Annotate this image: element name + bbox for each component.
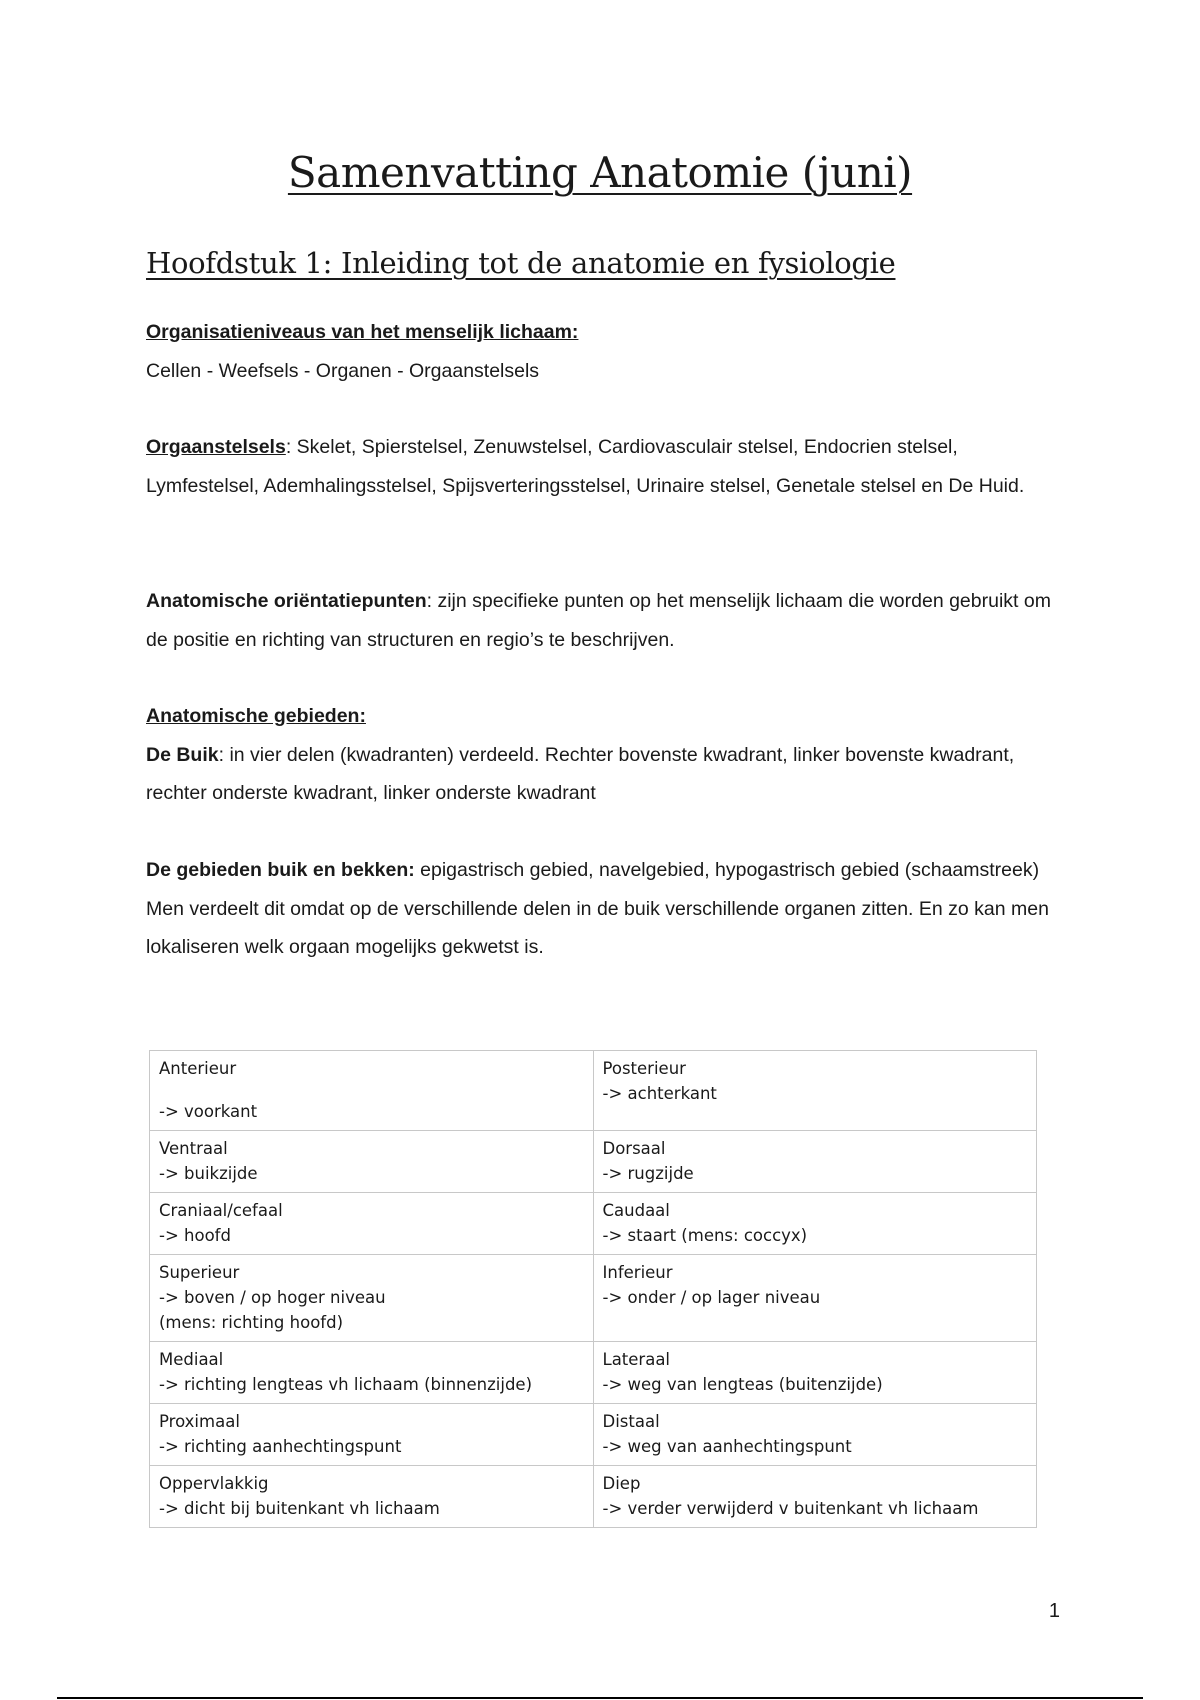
document-title: Samenvatting Anatomie (juni) [287, 148, 913, 197]
table-cell [150, 1342, 594, 1404]
page-number: 1 [1048, 1600, 1060, 1622]
desc-caudal: -> staart (mens: coccyx) [602, 1226, 808, 1245]
organ-systems-text: : Skelet, Spierstelsel, Zenuwstelsel, Cardiovasculair stelsel, Endocrien stelsel, Lymfestelsel, Ademhalingsstelsel, Spijsverteringsstelsel, Urinaire stelsel, Genetale stelsel en De Huid. [146, 436, 1025, 497]
table-cell [150, 1466, 594, 1528]
table-row [150, 1404, 1037, 1466]
org-levels-heading: Organisatieniveaus van het menselijk lichaam: [146, 321, 579, 343]
table-cell [150, 1131, 594, 1193]
abdomen-text: : in vier delen (kwadranten) verdeeld. Rechter bovenste kwadrant, linker bovenste kwadrant, rechter onderste kwadrant, linker onderste kwadrant [146, 743, 1015, 804]
desc-superior: -> boven / op hoger niveau [159, 1288, 386, 1307]
term-cranial: Craniaal/cefaal [159, 1201, 283, 1220]
term-posterior: Posterieur [602, 1059, 686, 1078]
desc-lateral: -> weg van lengteas (buitenzijde) [602, 1375, 883, 1394]
term-caudal: Caudaal [602, 1201, 670, 1220]
table-cell [593, 1404, 1037, 1466]
table-row [150, 1255, 1037, 1342]
table-cell [593, 1131, 1037, 1193]
table-cell [593, 1051, 1037, 1131]
orientation-table [149, 1050, 1037, 1528]
pelvis-term: De gebieden buik en bekken: [146, 859, 415, 881]
term-lateral: Lateraal [602, 1350, 671, 1369]
term-ventral: Ventraal [159, 1139, 228, 1158]
table-row [150, 1466, 1037, 1528]
org-levels-section [146, 313, 1066, 390]
term-dorsal: Dorsaal [602, 1139, 666, 1158]
term-proximal: Proximaal [159, 1412, 240, 1431]
organ-systems-term: Orgaanstelsels [146, 436, 286, 458]
footer-divider [57, 1697, 1143, 1699]
table-cell [593, 1193, 1037, 1255]
desc-superficial: -> dicht bij buitenkant vh lichaam [159, 1499, 440, 1518]
desc-posterior: -> achterkant [602, 1084, 717, 1103]
desc-deep: -> verder verwijderd v buitenkant vh lichaam [602, 1499, 979, 1518]
term-superior: Superieur [159, 1263, 240, 1282]
table-cell [150, 1255, 594, 1342]
orientation-term: Anatomische oriëntatiepunten [146, 590, 427, 612]
desc-cranial: -> hoofd [159, 1226, 231, 1245]
table-row [150, 1342, 1037, 1404]
term-medial: Mediaal [159, 1350, 224, 1369]
desc-proximal: -> richting aanhechtingspunt [159, 1437, 402, 1456]
table-cell [150, 1404, 594, 1466]
table-cell [150, 1051, 594, 1131]
term-distal: Distaal [602, 1412, 660, 1431]
org-levels-text: Cellen - Weefsels - Organen - Orgaanstelsels [146, 359, 540, 382]
term-deep: Diep [602, 1474, 641, 1493]
pelvis-explanation: Men verdeelt dit omdat op de verschillende delen in de buik verschillende organen zitten. En zo kan men lokaliseren welk orgaan mogelijks gekwetst is. [146, 897, 1049, 958]
cell-spacer [159, 1081, 584, 1099]
desc-ventral: -> buikzijde [159, 1164, 258, 1183]
table-cell [593, 1342, 1037, 1404]
regions-section [146, 697, 1066, 813]
desc-dorsal: -> rugzijde [602, 1164, 694, 1183]
desc-inferior: -> onder / op lager niveau [602, 1288, 821, 1307]
term-inferior: Inferieur [602, 1263, 673, 1282]
desc-distal: -> weg van aanhechtingspunt [602, 1437, 852, 1456]
table-cell [150, 1193, 594, 1255]
desc-anterior: -> voorkant [159, 1102, 258, 1121]
orientation-text: : zijn specifieke punten op het menselijk lichaam die worden gebruikt om de positie en richting van structuren en regio’s te beschrijven. [146, 590, 1051, 651]
table-row [150, 1131, 1037, 1193]
orientation-section [146, 582, 1066, 659]
table-row [150, 1193, 1037, 1255]
table-row [150, 1051, 1037, 1131]
table-cell [593, 1255, 1037, 1342]
chapter-heading: Hoofdstuk 1: Inleiding tot de anatomie en fysiologie [146, 246, 896, 280]
note-superior: (mens: richting hoofd) [159, 1313, 344, 1332]
term-anterior: Anterieur [159, 1059, 237, 1078]
term-superficial: Oppervlakkig [159, 1474, 269, 1493]
abdomen-term: De Buik [146, 743, 219, 766]
pelvis-section [146, 851, 1066, 967]
pelvis-text: epigastrisch gebied, navelgebied, hypogastrisch gebied (schaamstreek) [414, 859, 1040, 881]
table-cell [593, 1466, 1037, 1528]
regions-heading: Anatomische gebieden: [146, 705, 366, 727]
organ-systems-section [146, 428, 1066, 505]
desc-medial: -> richting lengteas vh lichaam (binnenzijde) [159, 1375, 533, 1394]
